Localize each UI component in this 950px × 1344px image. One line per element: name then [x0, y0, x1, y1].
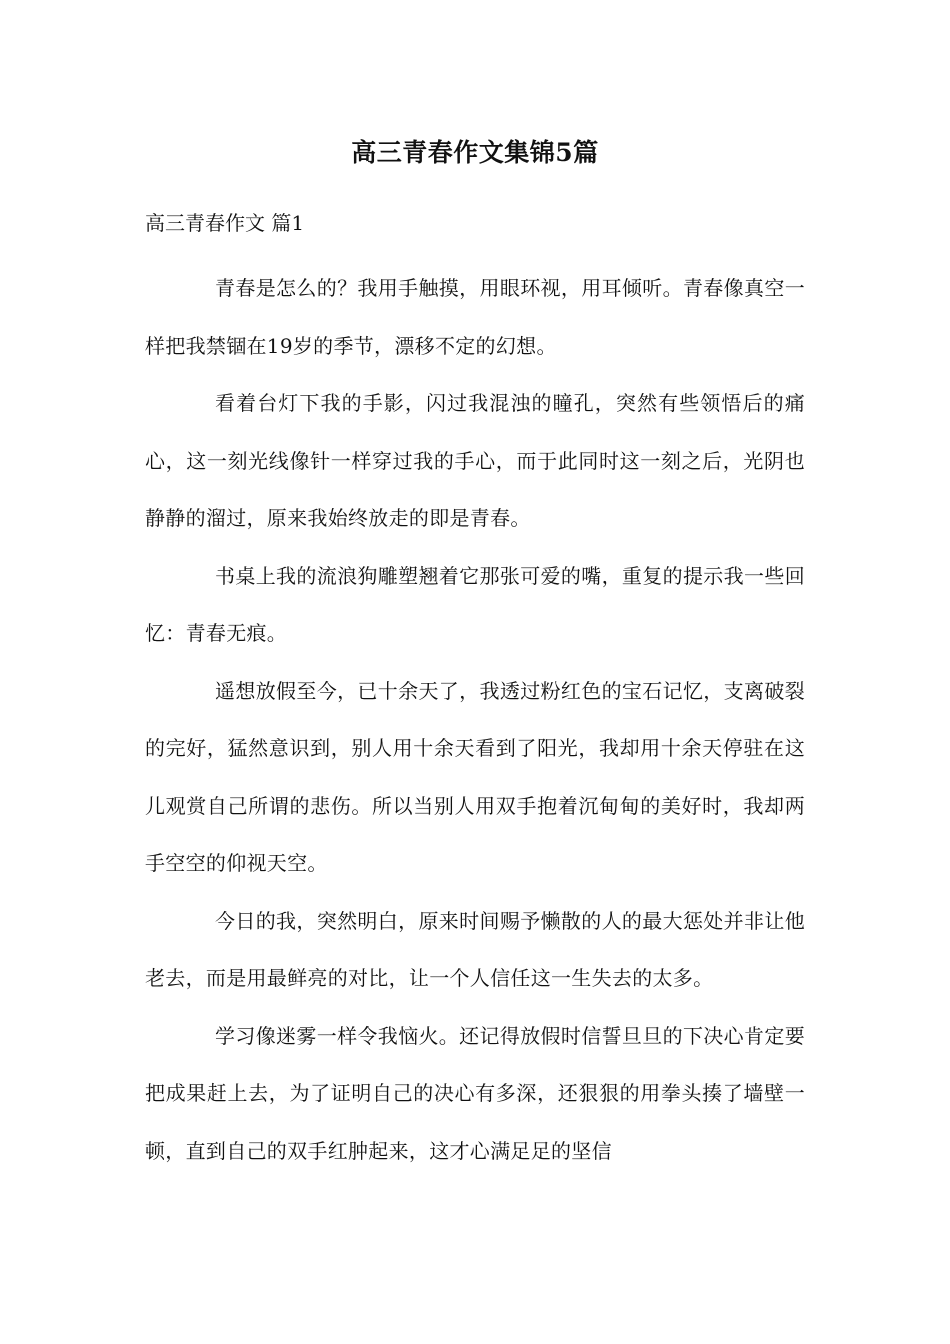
section-heading: 高三青春作文 篇1 — [145, 211, 305, 235]
paragraph: 看着台灯下我的手影，闪过我混浊的瞳孔，突然有些领悟后的痛心，这一刻光线像针一样穿过我的手心，而于此同时这一刻之后，光阴也静静的溜过，原来我始终放走的即是青春。 — [145, 391, 805, 530]
paragraph: 学习像迷雾一样令我恼火。还记得放假时信誓旦旦的下决心肯定要把成果赶上去，为了证明自己的决心有多深，还狠狠的用拳头揍了墙壁一顿，直到自己的双手红肿起来，这才心满足足的坚信 — [145, 1023, 805, 1163]
document-title: 高三青春作文集锦5篇 — [351, 138, 599, 167]
paragraph: 书桌上我的流浪狗雕塑翘着它那张可爱的嘴，重复的提示我一些回忆：青春无痕。 — [145, 563, 805, 645]
document-body — [145, 260, 805, 1180]
paragraph: 遥想放假至今，已十余天了，我透过粉红色的宝石记忆，支离破裂的完好，猛然意识到，别人用十余天看到了阳光，我却用十余天停驻在这儿观赏自己所谓的悲伤。所以当别人用双手抱着沉甸甸的美好时，我却两手空空的仰视天空。 — [145, 678, 805, 875]
paragraph: 青春是怎么的？我用手触摸，用眼环视，用耳倾听。青春像真空一样把我禁锢在19岁的季节，漂移不定的幻想。 — [145, 276, 805, 358]
paragraph: 今日的我，突然明白，原来时间赐予懒散的人的最大惩处并非让他老去，而是用最鲜亮的对比，让一个人信任这一生失去的太多。 — [145, 908, 805, 990]
